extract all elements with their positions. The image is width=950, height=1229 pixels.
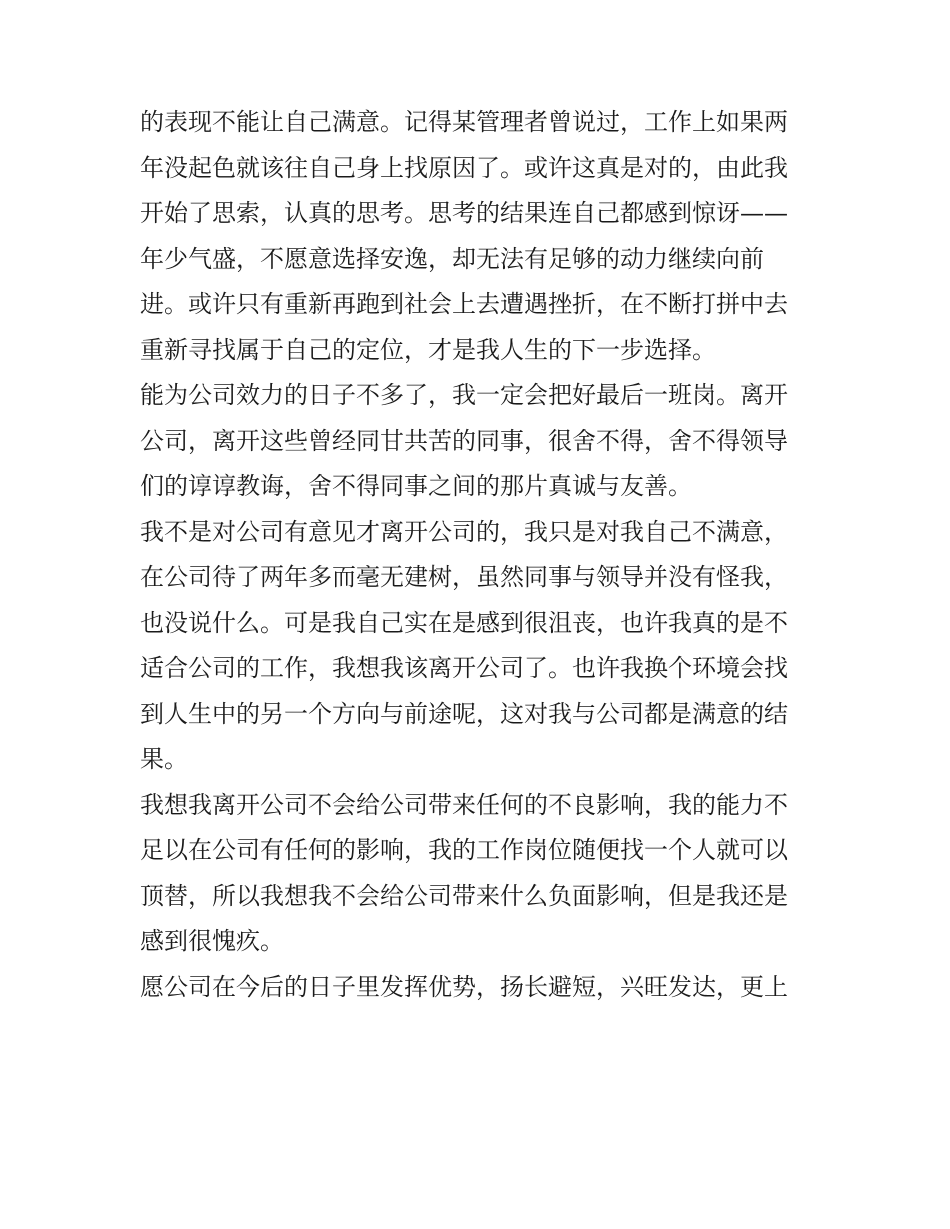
text-line: 能为公司效力的日子不多了，我一定会把好最后一班岗。离开 [140, 381, 788, 409]
text-line: 在公司待了两年多而毫无建树，虽然同事与领导并没有怪我， [140, 563, 788, 591]
text-line: 愿公司在今后的日子里发挥优势，扬长避短，兴旺发达，更上 [140, 972, 788, 1001]
text-line: 重新寻找属于自己的定位，才是我人生的下一步选择。 [140, 335, 716, 364]
text-line: 年没起色就该往自己身上找原因了。或许这真是对的，由此我 [140, 153, 788, 182]
text-line: 进。或许只有重新再跑到社会上去遭遇挫折，在不断打拼中去 [140, 290, 788, 318]
text-line: 感到很愧疚。 [140, 927, 284, 955]
text-line: 们的谆谆教诲，舍不得同事之间的那片真诚与友善。 [140, 472, 692, 500]
text-line: 开始了思索，认真的思考。思考的结果连自己都感到惊讶—— [140, 199, 788, 227]
text-line: 果。 [140, 745, 188, 773]
text-line: 适合公司的工作，我想我该离开公司了。也许我换个环境会找 [140, 654, 788, 682]
text-line: 我不是对公司有意见才离开公司的，我只是对我自己不满意， [140, 517, 788, 546]
text-line: 也没说什么。可是我自己实在是感到很沮丧，也许我真的是不 [140, 608, 788, 637]
text-line: 的表现不能让自己满意。记得某管理者曾说过，工作上如果两 [140, 108, 788, 136]
text-line: 到人生中的另一个方向与前途呢，这对我与公司都是满意的结 [140, 699, 788, 728]
document-body [140, 100, 820, 1010]
text-line: 我想我离开公司不会给公司带来任何的不良影响，我的能力不 [140, 790, 788, 819]
text-line: 足以在公司有任何的影响，我的工作岗位随便找一个人就可以 [140, 836, 788, 864]
text-line: 年少气盛，不愿意选择安逸，却无法有足够的动力继续向前 [140, 244, 764, 273]
text-line: 公司，离开这些曾经同甘共苦的同事，很舍不得，舍不得领导 [140, 426, 788, 455]
text-line: 顶替，所以我想我不会给公司带来什么负面影响，但是我还是 [140, 881, 788, 910]
